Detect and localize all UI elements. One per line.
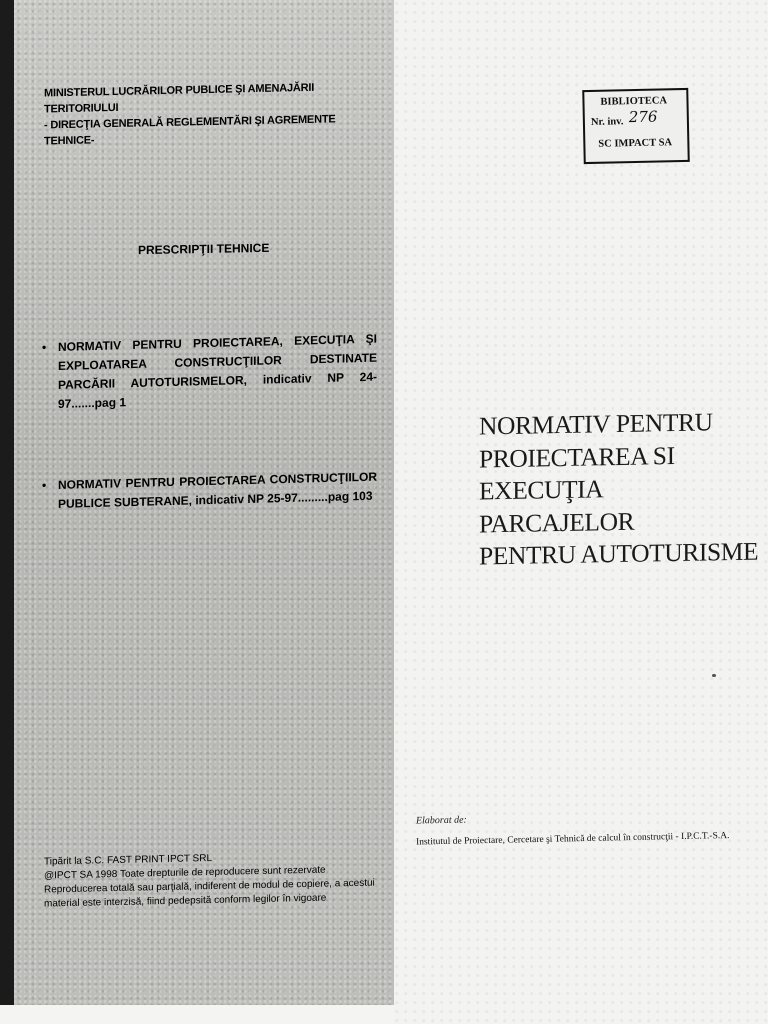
list-item [42,330,377,415]
section-title: PRESCRIPŢII TEHNICE [138,240,270,258]
title-line: EXECUŢIA [479,474,604,506]
title-line: PROIECTAREA SI [479,440,675,473]
stamp-inv-number: 276 [628,107,658,127]
institute-name: Institutul de Proiectare, Cercetare şi Tehnică de calcul în construcţii - I.P.C.T.-S.A. [415,830,730,848]
title-line: PARCAJELOR [479,506,635,538]
library-stamp [582,88,690,164]
directorate-name: - DIRECŢIA GENERALĂ REGLEMENTĂRI ŞI AGREMENTE TEHNICE- [44,113,336,148]
title-line: NORMATIV PENTRU [479,407,713,441]
stamp-library-label: BIBLIOTECA [600,95,668,108]
ministry-header [44,79,374,150]
list-item-text: NORMATIV PENTRU PROIECTAREA CONSTRUCŢIILOR PUBLICE SUBTERANE, indicativ NP 25-97.........pag 103 [58,469,377,511]
printer-note [44,848,379,911]
ministry-name: MINISTERUL LUCRĂRILOR PUBLICE ŞI AMENAJĂRII TERITORIULUI [44,81,315,116]
elaborated-label: Elaborat de: [415,814,467,827]
scan-speck [712,674,716,677]
title-line: PENTRU AUTOTURISME [479,536,759,571]
reproduction-line: material este interzisă, fiind pedepsită conform legilor în vigoare [44,892,327,910]
stamp-inv-label: Nr. inv. [590,116,624,128]
bullet-icon: • [42,340,47,355]
book-spine [0,0,14,1005]
bullet-icon: • [42,478,47,493]
printer-line: Tipărit la S.C. FAST PRINT IPCT SRL [44,852,213,868]
reproduction-line: Reproducerea totală sau parţială, indiferent de modul de copiere, a acestui [44,877,375,896]
copyright-line: @IPCT SA 1998 Toate drepturile de reproducere sunt rezervate [44,864,326,882]
document-title [479,406,759,573]
stamp-company: SC IMPACT SA [598,137,673,150]
list-item-text: NORMATIV PENTRU PROIECTAREA, EXECUŢIA ŞI EXPLOATAREA CONSTRUCŢIILOR DESTINATE PARCĂRII AUTOTURISMELOR, indicativ NP 24-97.......pag 1 [58,331,377,411]
